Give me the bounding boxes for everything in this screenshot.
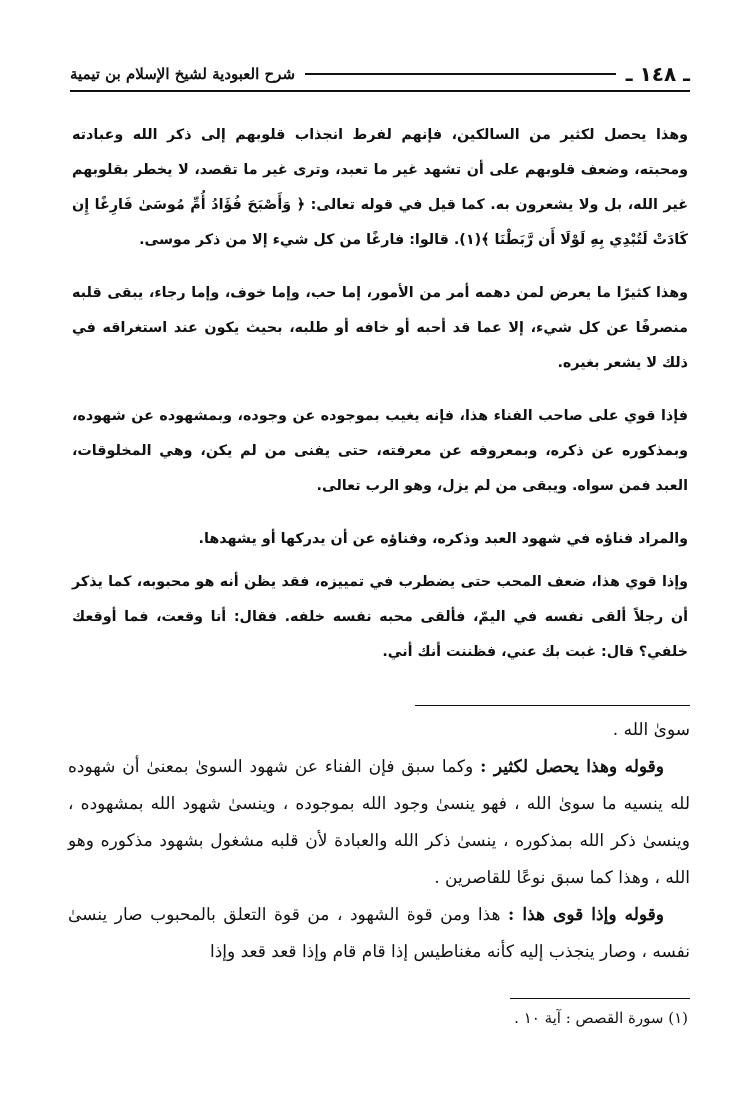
- commentary-paragraph: [68, 749, 690, 897]
- commentary-text: هذا ومن قوة الشهود ، من قوة التعلق بالمحبوب صار ينسىٰ نفسه ، وصار ينجذب إليه كأنه مغناطيس إذا قام قام وإذا قعد قعد وإذا: [68, 905, 690, 962]
- footnote: (١) سورة القصص : آية ١٠ .: [514, 1009, 688, 1027]
- page-number: ـ ١٤٨ ـ: [625, 62, 690, 86]
- main-paragraph: وهذا يحصل لكثير من السالكين، فإنهم لفرط انجذاب قلوبهم إلى ذكر الله وعبادته ومحبته، وضعف قلوبهم على أن تشهد غير ما تعبد، وترى غير ما تقصد، لا يخطر بقلوبهم غير الله، بل ولا يشعرون به. كما قيل في قوله تعالى: ﴿ وَأَصْبَحَ فُؤَادُ أُمِّ مُوسَىٰ فَارِغًا إِن كَادَتْ لَتُبْدِي بِهِ لَوْلَا أَن رَّبَطْنَا ﴾(١). قالوا: فارغًا من كل شيء إلا من ذكر موسى.: [72, 127, 688, 248]
- main-paragraph: فإذا قوي على صاحب الفناء هذا، فإنه يغيب بموجوده عن وجوده، وبمشهوده عن شهوده، وبمذكوره عن ذكره، وبمعروفه عن معرفته، حتى يفنى من لم يكن، وهي المخلوقات، العبد فمن سواه. ويبقى من لم يزل، وهو الرب تعالى.: [72, 408, 688, 494]
- commentary: [68, 712, 690, 971]
- commentary-opening-line: سوىٰ الله .: [612, 720, 690, 740]
- section-separator: [415, 705, 690, 706]
- commentary-lead: وقوله وإذا قوى هذا :: [508, 905, 664, 925]
- header-rule: [70, 90, 690, 92]
- commentary-lead: وقوله وهذا يحصل لكثير :: [480, 757, 664, 777]
- main-paragraph: وهذا كثيرًا ما يعرض لمن دهمه أمر من الأمور، إما حب، وإما خوف، وإما رجاء، يبقى قلبه منصرفًا عن كل شيء، إلا عما قد أحبه أو خافه أو طلبه، بحيث يكون عند استغراقه في ذلك لا يشعر بغيره.: [72, 285, 688, 371]
- commentary-text: وكما سبق فإن الفناء عن شهود السوىٰ بمعنىٰ أن شهوده لله ينسيه ما سوىٰ الله ، فهو ينسىٰ وجود الله بموجوده ، وينسىٰ شهود الله بمشهوده ، وينسىٰ ذكر الله بمذكوره ، ينسىٰ ذكر الله والعبادة لأن قلبه مشغول بشهود مذكوره وهو الله ، وهذا كما سبق نوعًا للقاصرين .: [68, 757, 690, 888]
- main-paragraph: والمراد فناؤه في شهود العبد وذكره، وفناؤه عن أن يدركها أو يشهدها.: [198, 531, 688, 547]
- page-header: [70, 62, 690, 86]
- footnote-rule: [510, 998, 690, 999]
- commentary-paragraph: [68, 897, 690, 971]
- header-leader-line: [305, 73, 616, 75]
- main-text: [72, 118, 688, 688]
- main-paragraph: وإذا قوي هذا، ضعف المحب حتى يضطرب في تمييزه، فقد يظن أنه هو محبوبه، كما يذكر أن رجلاً ألقى نفسه في اليمّ، فألقى محبه نفسه خلفه. فقال: أنا وقعت، فما أوقعك خلفي؟ قال: غبت بك عني، فظننت أنك أني.: [72, 574, 688, 660]
- running-title: شرح العبودية لشيخ الإسلام بن تيمية: [70, 65, 296, 83]
